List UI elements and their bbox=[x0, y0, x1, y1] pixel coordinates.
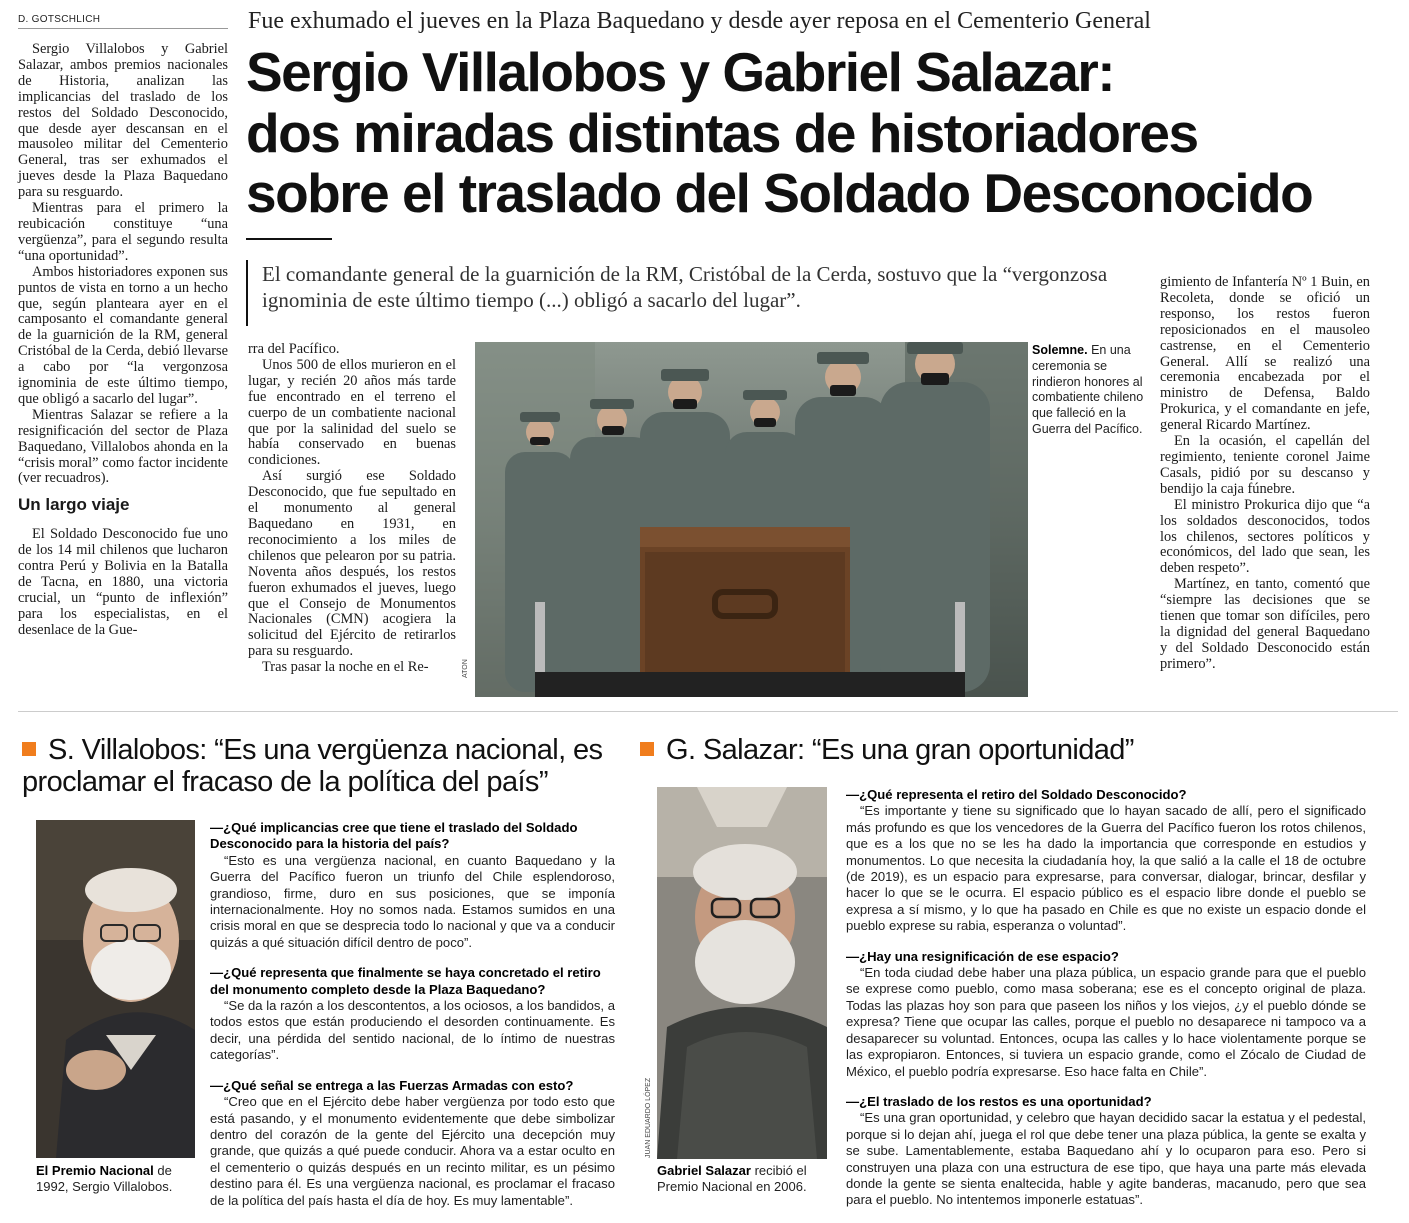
interview-question: —¿Hay una resignificación de ese espacio? bbox=[846, 948, 1119, 964]
paragraph: El Soldado Desconocido fue uno de los 14 mil chilenos que lucharon contra Perú y Bolivia en la Batalla de Tacna, en 1880, una victoria crucial, un “punto de inflexión” para los especialistas, en el desenlace de la Gue- bbox=[18, 526, 228, 638]
article-column-3 bbox=[1160, 275, 1370, 673]
caption-lead: Solemne. bbox=[1032, 343, 1088, 357]
interview-answer: “Se da la razón a los descontentos, a los ociosos, a los bandidos, a todos estos que están produciendo el desorden continuamente. Es decir, una pérdida del sentido nacional, de lo íntimo de nuestras categorías”. bbox=[210, 998, 615, 1063]
paragraph: Ambos historiadores exponen sus puntos de vista en torno a un hecho que, según planteara ayer en el camposanto el comandante general de la guarnición de la RM, general Cristóbal de la Cerda, debió llevarse a cabo por “la vergonzosa ignominia de este último tiempo, que obligó a sacarlo del lugar”. bbox=[18, 263, 228, 407]
paragraph: Mientras para el primero la reubicación constituye “una vergüenza”, para el segundo resulta “una oportunidad”. bbox=[18, 200, 228, 264]
headline-line: Sergio Villalobos y Gabriel Salazar: bbox=[246, 41, 1115, 103]
salazar-title-text: G. Salazar: “Es una gran oportunidad” bbox=[666, 734, 1134, 766]
byline-rule bbox=[18, 28, 228, 29]
interview-question: —¿Qué representa el retiro del Soldado Desconocido? bbox=[846, 787, 1187, 802]
paragraph: Tras pasar la noche en el Re- bbox=[262, 659, 429, 676]
interview-answer: “Esto es una vergüenza nacional, en cuanto Baquedano y la Guerra del Pacífico fueron un triunfo del Chile esplendoroso, grandioso, firme, duro en sus posiciones, que se imponía internacionalmente. Hoy no somos nada. Estamos sumidos en una crisis moral en que se desprecia todo lo nacional y que va a conducir quizás a qué situación difícil dentro de poco”. bbox=[210, 852, 615, 950]
interview-answer: “Creo que en el Ejército debe haber vergüenza por todo esto que está pasando, y el monumento evidentemente que debe simbolizar dentro del corazón de la gente del Ejército una decepción muy grande, que quizás a qué puede conducir. Ahora va a estar oculto en el cementerio o quizás después en un recinto militar, es un pésimo destino para él. Es una vergüenza nacional, es proclamar el fracaso de la política del país hasta el día de hoy. Es muy lamentable”. bbox=[210, 1094, 615, 1208]
paragraph: Martínez, en tanto, comentó que “siempre las decisiones que se tienen que tomar son difíciles, pero la dignidad del general Baquedano y del Soldado Desconocido están primero”. bbox=[1160, 576, 1370, 672]
main-photo bbox=[475, 342, 1028, 697]
interview-question: —¿Qué señal se entrega a las Fuerzas Armadas con esto? bbox=[210, 1077, 574, 1093]
headline-line: dos miradas distintas de historiadores bbox=[246, 101, 1198, 164]
photo-credit: JUAN EDUARDO LÓPEZ bbox=[645, 1077, 652, 1158]
article-column-1 bbox=[18, 42, 228, 639]
photo-caption bbox=[1032, 343, 1144, 438]
caption-lead: Gabriel Salazar bbox=[657, 1163, 751, 1178]
paragraph: gimiento de Infantería Nº 1 Buin, en Recoleta, donde se ofició un responso, los restos fueron reposicionados en el mausoleo castrense, en el Cementerio General. Allí se realizó una ceremonia encabezada por el ministro de Defensa, Baldo Prokurica, y el comandante en jefe, general Ricardo Martínez. bbox=[1160, 274, 1370, 434]
article-column-2 bbox=[248, 342, 456, 676]
salazar-title bbox=[640, 734, 1340, 766]
villalobos-title bbox=[22, 734, 622, 799]
paragraph: Sergio Villalobos y Gabriel Salazar, ambos premios nacionales de Historia, analizan las implicancias del traslado de los restos del Soldado Desconocido, que desde ayer descansan en el mausoleo militar del Cementerio General, tras ser exhumados el jueves desde la Plaza Baquedano para su resguardo. bbox=[18, 41, 228, 201]
paragraph: El ministro Prokurica dijo que “a los soldados desconocidos, todos los chilenos, sectores políticos y económicos, del lado que sean, les deben respeto”. bbox=[1160, 496, 1370, 577]
caption-text: recibió el Premio Nacional en 2006. bbox=[657, 1163, 807, 1194]
interview-answer: “Es una gran oportunidad, y celebro que hayan decidido sacar la estatua y el pedestal, porque si lo dejan ahí, juega el rol que debe tener una plaza pública, la gente se exalta y se sube. Lamentablemente, estaba Baquedano ahí y lo ocuparon para eso. Pero si construyen una plaza con una estructura de ese tipo, que haya una parte más elevada donde la gente se sienta enaltecida, hable y agite banderas, macanudo, pero que sea para el pueblo. No intentemos imponerle estatuas”. bbox=[846, 1110, 1366, 1208]
paragraph: Unos 500 de ellos murieron en el lugar, y recién 20 años más tarde fue encontrado en el terreno el cuerpo de un combatiente nacional que por la salinidad del suelo se había conservado en buenas condiciones. bbox=[248, 356, 456, 469]
portrait-illustration bbox=[657, 787, 827, 1159]
headline-rule bbox=[246, 238, 332, 240]
paragraph: rra del Pacífico. bbox=[248, 341, 340, 357]
orange-square-icon bbox=[22, 742, 36, 756]
caption-text: En una ceremonia se rindieron honores al combatiente chileno que falleció en la Guerra del Pacífico. bbox=[1032, 343, 1144, 436]
paragraph: Así surgió ese Soldado Desconocido, que fue sepultado en el monumento al general Baquedano en 1931, en reconocimiento a los miles de chilenos que pelearon por su patria. Noventa años después, los restos fueron exhumados el jueves, luego que el Consejo de Monumentos Nacionales (CMN) acogiera la solicitud del Ejército de retirarlos para su resguardo. bbox=[248, 468, 456, 660]
orange-square-icon bbox=[640, 742, 654, 756]
interview-answer: “En toda ciudad debe haber una plaza pública, un espacio grande para que el pueblo se exprese como pueblo, como masa soberana; ese es el concepto original de plaza. Todas las plazas hoy son para que paseen los niños y los viejos, ¿y el pueblo dónde se expresa? Tiene que ocupar las calles, porque el pueblo no desaparece ni tampoco va a desaparecer su voluntad. Entonces, ocupa las calles y lo hace violentamente porque se las expropiaron. Entonces, si tuviera un espacio grande, como el Zócalo de Ciudad de México, el pueblo podría expresarse. Eso hace falta en Chile”. bbox=[846, 965, 1366, 1079]
interview-question: —¿Qué implicancias cree que tiene el traslado del Soldado Desconocido para la historia del país? bbox=[210, 820, 578, 852]
villalobos-photo-caption bbox=[36, 1163, 201, 1195]
villalobos-photo bbox=[36, 820, 195, 1158]
portrait-illustration bbox=[36, 820, 195, 1158]
paragraph: En la ocasión, el capellán del regimiento, teniente coronel Jaime Casals, pidió por su descanso y bendijo la caja fúnebre. bbox=[1160, 433, 1370, 497]
villalobos-interview bbox=[210, 820, 615, 1223]
section-divider bbox=[18, 711, 1398, 712]
bajada: El comandante general de la guarnición de la RM, Cristóbal de la Cerda, sostuvo que la “vergonzosa ignominia de este último tiempo (...) obligó a sacarlo del lugar”. bbox=[262, 262, 1108, 312]
interview-answer: “Es importante y tiene su significado que lo hayan sacado de allí, pero el significado más profundo es que los vencedores de la Guerra del Pacífico fueron los rotos chilenos, que es a los que no se les ha dado la importancia que corresponde en estudios y monumentos. Lo que necesita la ciudadanía hoy, la que salió a la calle el 18 de octubre (de 2019), es un espacio para expresarse, para conversar, dialogar, brincar, desfilar y hacer lo que se le ocurra. El espacio público es el espacio libre donde el pueblo se expresa a sí mismo, y lo que ha pasado en Chile es que no existe un espacio donde el pueblo exprese su rabia, esperanza o voluntad”. bbox=[846, 803, 1366, 934]
salazar-photo bbox=[657, 787, 827, 1159]
interview-question: —¿El traslado de los restos es una oportunidad? bbox=[846, 1093, 1152, 1109]
photo-credit: ATON bbox=[462, 659, 469, 678]
ceremony-illustration bbox=[475, 342, 1028, 697]
paragraph: Mientras Salazar se refiere a la resignificación del sector de Plaza Baquedano, Villalobos ahonda en la “crisis moral” como factor incidente (ver recuadros). bbox=[18, 406, 228, 487]
headline-line: sobre el traslado del Soldado Desconocido bbox=[246, 162, 1313, 224]
headline bbox=[246, 42, 1396, 224]
caption-text: de 1992, Sergio Villalobos. bbox=[36, 1163, 173, 1194]
caption-lead: El Premio Nacional bbox=[36, 1163, 154, 1178]
interview-question: —¿Qué representa que finalmente se haya concretado el retiro del monumento completo desde la Plaza Baquedano? bbox=[210, 965, 601, 997]
salazar-interview bbox=[846, 787, 1366, 1223]
salazar-photo-caption bbox=[657, 1163, 832, 1195]
kicker: Fue exhumado el jueves en la Plaza Baquedano y desde ayer reposa en el Cementerio General bbox=[248, 8, 1151, 34]
byline: D. GOTSCHLICH bbox=[18, 14, 101, 25]
villalobos-title-text: S. Villalobos: “Es una vergüenza nacional, es proclamar el fracaso de la política del país” bbox=[22, 734, 603, 799]
subhead: Un largo viaje bbox=[18, 495, 130, 515]
